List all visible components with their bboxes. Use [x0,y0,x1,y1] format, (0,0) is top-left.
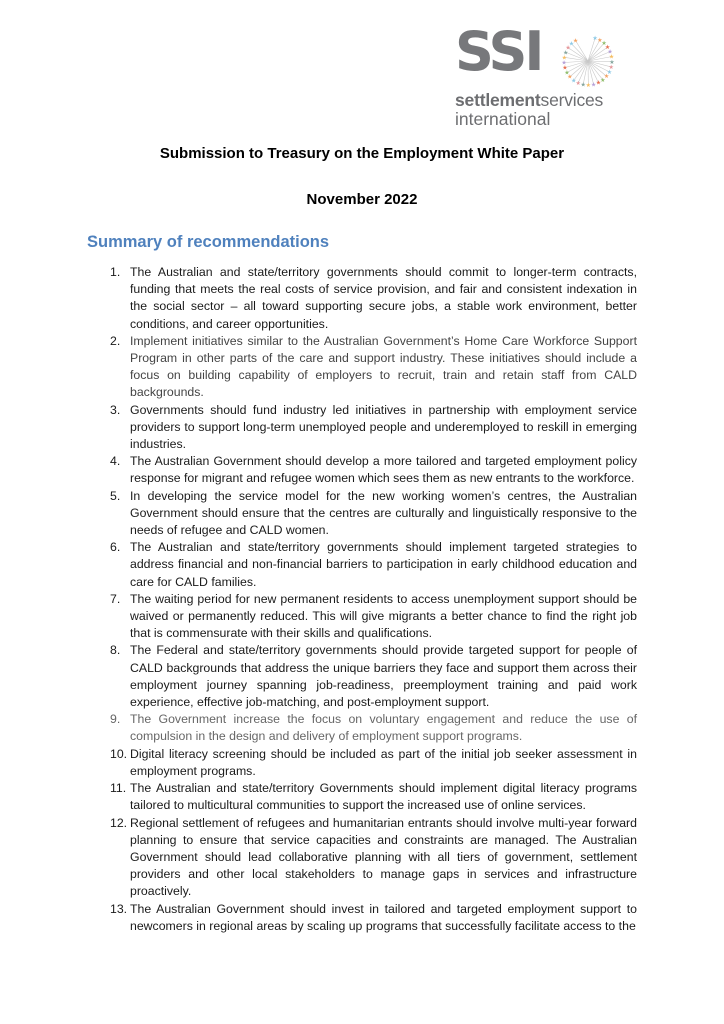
item-text: Implement initiatives similar to the Australian Government’s Home Care Workforce Support Program in other parts of the care and support industry. These initiatives should include a focus on building capability of employers to recruit, train and retain staff from CALD backgrounds. [130,333,637,400]
item-number: 5. [110,488,121,503]
item-number: 4. [110,454,121,469]
recommendation-item [110,711,637,745]
burst-star: ★ [604,45,611,52]
burst-star: ★ [567,74,573,81]
burst-star: ★ [592,36,598,43]
item-number: 8. [110,643,121,658]
item-number: 13. [110,901,128,916]
document-date: November 2022 [306,191,418,208]
burst-star: ★ [565,45,571,52]
recommendation-item [110,453,637,487]
burst-star: ★ [561,60,567,67]
burst-star: ★ [603,74,610,81]
burst-ray [567,61,588,72]
item-number: 1. [110,265,121,279]
section-heading: Summary of recommendations [87,233,330,251]
burst-star: ★ [608,54,615,61]
burst-star: ★ [575,80,581,87]
recommendations-list [110,264,637,935]
item-text: The Australian and state/territory governments should commit to longer-term contracts, funding that meets the real costs of service provision, and fair and consistent indexation in the social sector – all toward supporting secure jobs, a stable work environment, better conditions, and career opportunities. [130,265,637,331]
burst-star: ★ [595,80,602,87]
item-text: The waiting period for new permanent residents to access unemployment support should be waived or permanently reduced. This will give migrants a better chance to find the right job that is commensurate with their skills and qualifications. [130,591,637,641]
recommendation-item [110,539,637,591]
burst-star: ★ [607,49,613,56]
recommendation-item [110,402,637,454]
recommendation-item [110,642,637,711]
item-number: 6. [110,540,121,555]
recommendation-item [110,780,637,814]
recommendation-item [110,901,637,935]
logo-services: services [540,90,604,110]
burst-star: ★ [564,70,570,77]
burst-star: ★ [600,77,606,84]
burst-star: ★ [561,55,567,62]
burst-star: ★ [580,82,586,89]
item-text: The Australian Government should invest in tailored and targeted employment support to newcomers in regional areas by scaling up programs that successfully facilitate access to the [130,901,637,933]
item-text: The Australian and state/territory governments should implement targeted strategies to address financial and non-financial barriers to participation in early childhood education and care for CALD families. [130,540,637,589]
recommendation-item [110,333,637,402]
logo-wordmark-line2: international [455,109,551,129]
burst-star: ★ [568,41,575,48]
item-text: Regional settlement of refugees and humanitarian entrants should involve multi-year forward planning to ensure that service capacities and constraints are managed. The Australian Government should lead collaborative planning with all tiers of government, settlement providers and other local stakeholders to manage gaps in services and infrastructure proactively. [130,815,637,899]
item-text: The Federal and state/territory governments should provide targeted support for people of CALD backgrounds that address the unique barriers they face and support them across their employment journey spanning job-readiness, preemployment training and paid work experience, effective job-matching, and post-employment support. [130,643,637,710]
starburst-icon [559,32,617,90]
item-text: The Australian Government should develop a more tailored and targeted employment policy response for migrant and refugee women which sees them as new entrants to the workforce. [130,454,637,486]
burst-star: ★ [562,50,569,57]
item-number: 2. [110,333,121,348]
burst-star: ★ [585,82,592,89]
burst-star: ★ [609,59,615,66]
recommendation-item [110,264,637,333]
item-text: The Government increase the focus on voluntary engagement and reduce the use of compulsion in the design and delivery of employment support programs. [130,712,637,744]
recommendation-item [110,488,637,540]
recommendation-item [110,746,637,780]
logo-mark: SSI [455,20,542,83]
burst-star: ★ [608,64,614,71]
burst-star: ★ [571,78,577,85]
burst-star: ★ [572,38,579,45]
item-number: 7. [110,591,121,606]
document-title: Submission to Treasury on the Employment White Paper [159,145,565,162]
burst-star: ★ [606,69,613,76]
ssi-logo [455,20,620,130]
item-number: 11. [110,781,127,796]
item-text: The Australian and state/territory Governments should implement digital literacy programs tailored to multicultural communities to support the increased use of online services. [130,781,637,813]
item-number: 12. [110,815,128,830]
burst-star: ★ [562,65,568,72]
item-text: In developing the service model for the new working women’s centres, the Australian Government should ensure that the centres are culturally and linguistically responsive to the needs of refugee and CALD women. [130,488,637,538]
item-number: 10. [110,746,128,761]
item-number: 9. [110,712,121,727]
item-text: Digital literacy screening should be included as part of the initial job seeker assessment in employment programs. [130,746,637,778]
burst-ray [564,57,588,61]
burst-star: ★ [590,82,597,89]
recommendation-item [110,591,637,643]
logo-settlement: settlement [455,90,541,110]
item-text: Governments should fund industry led initiatives in partnership with employment service providers to support long-term unemployed people and underemployed to reskill in emerging industries. [130,402,637,452]
item-number: 3. [110,402,121,417]
burst-star: ★ [601,41,607,48]
burst-star: ★ [597,38,603,45]
recommendation-item [110,815,637,901]
logo-wordmark-line1 [455,90,603,110]
